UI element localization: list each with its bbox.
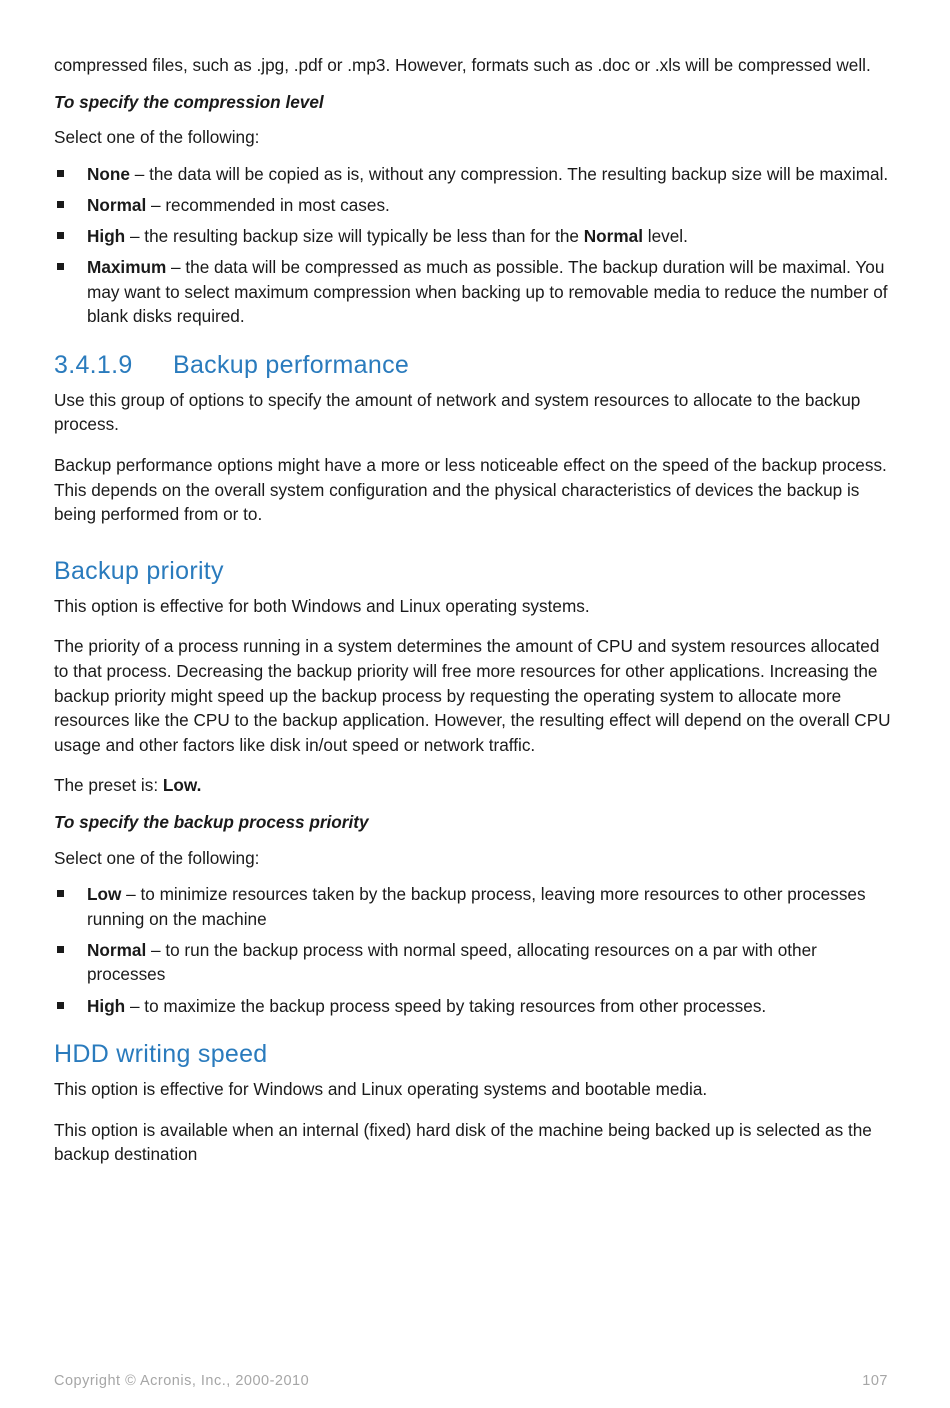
section-paragraph-2: Backup performance options might have a more or less noticeable effect on the speed of the backup process. This depends on the overall system configuration and the physical characteristics of devices the backup is being performed from or to. [54, 455, 887, 525]
option-text: – the data will be copied as is, without any compression. The resulting backup size will be maximal. [129, 163, 889, 184]
option-text: – to maximize the backup process speed by taking resources from other processes. [125, 995, 767, 1016]
preset-label: The preset is: [54, 775, 163, 796]
page-content [54, 53, 892, 1167]
section-heading [54, 351, 892, 380]
option-term: Low [87, 884, 122, 905]
option-text: – recommended in most cases. [146, 194, 390, 215]
priority-preset [54, 773, 892, 798]
compression-select-text: Select one of the following: [54, 127, 260, 148]
option-term: None [87, 163, 130, 184]
bullet-square-icon [57, 170, 64, 177]
bullet-square-icon [57, 263, 64, 270]
option-text: – the resulting backup size will typically be less than for the [125, 225, 584, 246]
page-footer [54, 1373, 888, 1389]
page-number: 107 [862, 1373, 888, 1389]
option-term: High [87, 225, 126, 246]
preset-value: Low. [162, 775, 202, 796]
priority-paragraph-2: The priority of a process running in a system determines the amount of CPU and system resources allocated to that process. Decreasing the backup priority will free more resources for other applications. Increasing the backup priority might speed up the backup process by requesting the operating system to allocate more resources like the CPU to the backup application. However, the resulting effect will depend on the overall CPU usage and other factors like disk in/out speed or network traffic. [54, 636, 891, 755]
hdd-paragraph-2: This option is available when an internal (fixed) hard disk of the machine being backed up is selected as the backup destination [54, 1119, 872, 1165]
option-term: Maximum [87, 257, 167, 278]
list-item [54, 224, 892, 249]
list-item [54, 882, 892, 931]
section-paragraph-1: Use this group of options to specify the amount of network and system resources to allocate to the backup process. [54, 389, 861, 435]
option-text: – the data will be compressed as much as possible. The backup duration will be maximal. You may want to select maximum compression when backing up to removable media to reduce the number of blank disks required. [87, 257, 888, 327]
section-title: Backup performance [173, 350, 410, 379]
option-inline-bold: Normal [583, 225, 643, 246]
bullet-square-icon [57, 1002, 64, 1009]
backup-priority-heading: Backup priority [54, 556, 224, 585]
section-number: 3.4.1.9 [54, 350, 133, 379]
compression-procedure-title: To specify the compression level [54, 91, 324, 112]
option-text: – to run the backup process with normal speed, allocating resources on a par with other processes [87, 939, 817, 985]
footer-copyright: Copyright © Acronis, Inc., 2000-2010 [54, 1373, 310, 1389]
hdd-writing-speed-heading: HDD writing speed [54, 1040, 268, 1069]
intro-continuation: compressed files, such as .jpg, .pdf or .mp3. However, formats such as .doc or .xls will be compressed well. [54, 55, 871, 75]
list-item [54, 938, 892, 987]
priority-options-list [54, 882, 892, 1018]
priority-select-text: Select one of the following: [54, 847, 260, 868]
bullet-square-icon [57, 232, 64, 239]
bullet-square-icon [57, 890, 64, 897]
option-term: Normal [87, 939, 147, 960]
hdd-paragraph-1: This option is effective for Windows and Linux operating systems and bootable media. [54, 1079, 708, 1100]
option-text-after: level. [642, 225, 688, 246]
priority-procedure-title: To specify the backup process priority [54, 811, 369, 832]
compression-options-list [54, 162, 892, 329]
option-term: Normal [87, 194, 147, 215]
priority-paragraph-1: This option is effective for both Windows and Linux operating systems. [54, 595, 590, 616]
list-item [54, 162, 892, 187]
list-item [54, 994, 892, 1019]
list-item [54, 193, 892, 218]
bullet-square-icon [57, 946, 64, 953]
option-term: High [87, 995, 126, 1016]
option-text: – to minimize resources taken by the backup process, leaving more resources to other processes running on the machine [87, 884, 866, 929]
bullet-square-icon [57, 201, 64, 208]
list-item [54, 255, 892, 329]
